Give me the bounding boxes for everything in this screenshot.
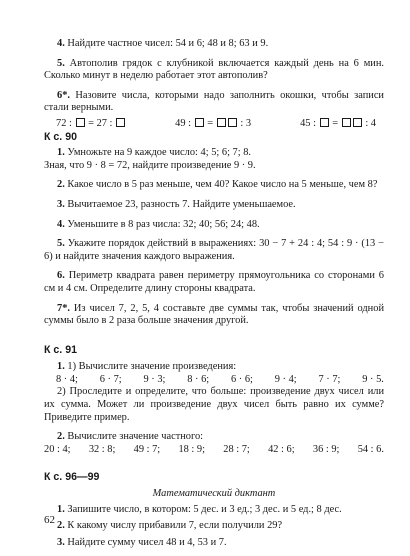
task-90-7: 7*. Из чисел 7, 2, 5, 4 составьте две суммы так, чтобы значений одной суммы было в 2 раза больше значения другой. bbox=[44, 302, 384, 327]
task-91-2: 2. Вычислите значение частного: bbox=[57, 431, 204, 443]
product-item: 9 · 5. bbox=[362, 373, 384, 385]
quotient-item: 32 : 8; bbox=[88, 443, 116, 455]
product-item: 9 · 3; bbox=[143, 373, 166, 385]
product-item: 8 · 6; bbox=[187, 373, 210, 385]
quotient-item: 54 : 6. bbox=[357, 443, 384, 455]
product-item: 6 · 6; bbox=[231, 373, 253, 385]
product-item: 8 · 4; bbox=[56, 373, 78, 385]
product-item: 7 · 7; bbox=[318, 373, 341, 385]
dictation-task-1: 1. Запишите число, в котором: 5 дес. и 3 ед.; 3 дес. и 5 ед.; 8 дес. bbox=[57, 503, 342, 515]
blank-box bbox=[76, 118, 85, 127]
task-90-4: 4. Уменьшите в 8 раз числа: 32; 40; 56; 24; 48. bbox=[57, 218, 260, 230]
quotient-item: 49 : 7; bbox=[133, 443, 161, 455]
quotients-row bbox=[44, 444, 384, 457]
blank-box bbox=[342, 118, 351, 127]
blank-box bbox=[320, 118, 329, 127]
task-90-1: 1. Умножьте на 9 каждое число: 4; 5; 6; 7; 8. bbox=[57, 147, 252, 159]
blank-box bbox=[228, 118, 237, 127]
task-90-3: 3. Вычитаемое 23, разность 7. Найдите уменьшаемое. bbox=[57, 198, 296, 210]
section-heading-91: К с. 91 bbox=[44, 343, 77, 356]
task-4: 4. Найдите частное чисел: 54 и 6; 48 и 8; 63 и 9. bbox=[57, 38, 269, 49]
blank-box bbox=[217, 118, 226, 127]
dictation-task-3: 3. Найдите сумму чисел 48 и 4, 53 и 7. bbox=[57, 536, 227, 548]
section-heading-90: К с. 90 bbox=[44, 130, 77, 143]
blank-box bbox=[195, 118, 204, 127]
task-6: 6*. Назовите числа, которыми надо заполнить окошки, чтобы записи стали верными. bbox=[44, 89, 384, 114]
quotient-item: 36 : 9; bbox=[312, 443, 340, 455]
quotient-item: 28 : 7; bbox=[223, 443, 250, 455]
box-equations bbox=[44, 118, 384, 131]
task-91-1: 1. 1) Вычислите значение произведения: bbox=[57, 361, 237, 373]
task-90-1-cont: Зная, что 9 · 8 = 72, найдите произведение 9 · 9. bbox=[44, 159, 256, 171]
quotient-item: 18 : 9; bbox=[178, 443, 205, 455]
blank-box bbox=[353, 118, 362, 127]
product-item: 9 · 4; bbox=[274, 373, 297, 385]
dictation-title: Математический диктант bbox=[152, 488, 276, 500]
page-number: 62 bbox=[44, 514, 55, 526]
section-heading-96: К с. 96—99 bbox=[44, 471, 100, 484]
blank-box bbox=[116, 118, 125, 127]
dictation-task-2: 2. К какому числу прибавили 7, если получили 29? bbox=[57, 520, 283, 532]
box-equation-1: 72 : = 27 : bbox=[56, 118, 126, 131]
task-90-6: 6. Периметр квадрата равен периметру прямоугольника со сторонами 6 см и 4 см. Определите длину стороны квадрата. bbox=[44, 270, 384, 294]
text-column bbox=[44, 38, 384, 549]
products-row bbox=[44, 374, 384, 387]
box-equation-2: 49 : = : 3 bbox=[175, 117, 252, 129]
task-91-1-part-2: 2) Проследите и определите, что больше: произведение двух чисел или их сумма. Может ли произведение двух чисел быть равно их сумме? Приведите пример. bbox=[44, 386, 384, 423]
task-90-5: 5. Укажите порядок действий в выражениях: 30 − 7 + 24 : 4; 54 : 9 · (13 − 6) и найдите значения каждого выражения. bbox=[44, 238, 384, 262]
quotient-item: 42 : 6; bbox=[268, 443, 295, 455]
task-90-2: 2. Какое число в 5 раз меньше, чем 40? Какое число на 5 меньше, чем 8? bbox=[57, 179, 378, 191]
box-equation-3: 45 : = : 4 bbox=[300, 117, 376, 129]
quotient-item: 20 : 4; bbox=[44, 443, 71, 455]
task-5: 5. Автополив грядок с клубникой включается каждый день на 6 мин. Сколько минут в неделю работает этот автополив? bbox=[44, 57, 384, 82]
product-item: 6 · 7; bbox=[99, 373, 122, 385]
